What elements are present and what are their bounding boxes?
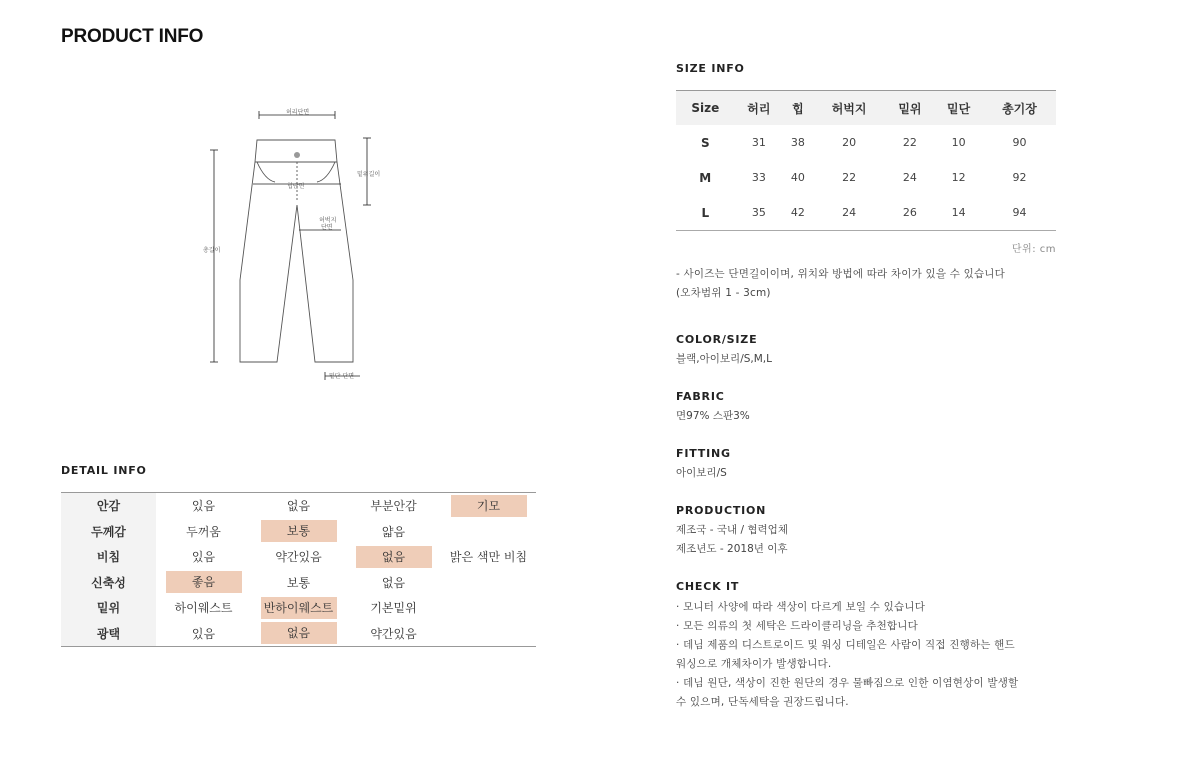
detail-option-text: 있음 — [191, 626, 216, 641]
detail-option-selected — [156, 570, 251, 596]
detail-option — [251, 570, 346, 596]
size-label: M — [699, 170, 712, 185]
size-value: 24 — [842, 206, 857, 219]
detail-option — [346, 570, 441, 596]
detail-info-table — [61, 492, 536, 647]
size-value: 40 — [790, 171, 805, 184]
check-it-line: 워싱으로 개체차이가 발생합니다. — [676, 658, 832, 670]
detail-option — [156, 544, 251, 570]
pants-waistband — [255, 140, 337, 162]
size-row — [676, 160, 1056, 195]
size-label: L — [701, 205, 710, 220]
size-header: 밑단 — [934, 91, 983, 125]
detail-option-selected — [441, 493, 536, 519]
size-value: 90 — [1012, 136, 1027, 149]
detail-option-selected — [346, 544, 441, 570]
detail-option — [441, 570, 536, 596]
detail-row — [61, 570, 536, 596]
size-value: 26 — [902, 206, 917, 219]
size-header: 허리 — [735, 91, 784, 125]
detail-option-selected — [251, 519, 346, 545]
detail-row-label: 안감 — [61, 493, 156, 519]
detail-option — [156, 621, 251, 647]
color-size-value: 블랙,아이보리/S,M,L — [676, 353, 772, 365]
check-it-line: · 모든 의류의 첫 세탁은 드라이클리닝을 추천합니다 — [676, 620, 918, 632]
detail-row — [61, 493, 536, 519]
detail-option-text: 보통 — [286, 575, 311, 590]
detail-row — [61, 519, 536, 545]
detail-option-text: 약간있음 — [275, 550, 322, 565]
color-size-heading: COLOR/SIZE — [676, 333, 758, 346]
size-note-1: - 사이즈는 단면길이이며, 위치와 방법에 따라 차이가 있을 수 있습니다 — [676, 268, 1005, 280]
check-it-line: · 데님 제품의 디스트로이드 및 워싱 디테일은 사람이 직접 진행하는 핸드 — [676, 639, 1015, 651]
detail-option-selected — [251, 621, 346, 647]
detail-option-text: 없음 — [381, 575, 406, 590]
unit-label: 단위: cm — [1011, 244, 1056, 255]
production-line-1: 제조국 - 국내 / 협력업체 — [676, 524, 788, 536]
size-value: 33 — [751, 171, 766, 184]
check-it-heading: CHECK IT — [676, 580, 740, 593]
detail-option — [441, 621, 536, 647]
check-it-line: · 데님 원단, 색상이 진한 원단의 경우 물빠짐으로 인한 이염현상이 발생할 — [676, 677, 1019, 689]
detail-option — [346, 493, 441, 519]
production-line-2: 제조년도 - 2018년 이후 — [676, 543, 788, 555]
size-value: 14 — [951, 206, 966, 219]
detail-option — [441, 544, 536, 570]
detail-option — [156, 493, 251, 519]
size-value: 22 — [902, 136, 917, 149]
size-note-2: (오차범위 1 - 3cm) — [676, 287, 771, 299]
size-info-heading: SIZE INFO — [676, 62, 745, 75]
pants-size-diagram — [195, 100, 395, 390]
label-thigh-2: 단면 — [321, 224, 333, 231]
detail-option-selected — [251, 595, 346, 621]
size-header: Size — [676, 91, 735, 125]
size-table — [676, 90, 1056, 231]
fabric-heading: FABRIC — [676, 390, 725, 403]
fitting-heading: FITTING — [676, 447, 731, 460]
detail-option — [346, 595, 441, 621]
detail-option — [346, 519, 441, 545]
button-icon — [294, 152, 300, 158]
detail-option-text: 있음 — [191, 550, 216, 565]
detail-option — [346, 621, 441, 647]
size-value: 94 — [1012, 206, 1027, 219]
detail-row — [61, 544, 536, 570]
size-header: 밑위 — [886, 91, 935, 125]
size-value: 38 — [790, 136, 805, 149]
detail-option-text: 얇음 — [381, 524, 406, 539]
label-waist: 허리단면 — [286, 109, 310, 116]
detail-row — [61, 621, 536, 647]
detail-option-text: 없음 — [261, 622, 337, 644]
detail-row-label: 비침 — [61, 544, 156, 570]
check-it-list — [676, 598, 1066, 712]
detail-option-text: 좋음 — [166, 571, 242, 593]
detail-option — [251, 493, 346, 519]
detail-option — [441, 595, 536, 621]
detail-option-text: 기모 — [451, 495, 527, 517]
size-label: S — [700, 135, 710, 150]
detail-option-text: 반하이웨스트 — [261, 597, 337, 619]
detail-option-text: 부분안감 — [370, 499, 417, 514]
detail-option-text: 두꺼움 — [186, 524, 221, 539]
size-row — [676, 195, 1056, 230]
detail-option-text: 보통 — [261, 520, 337, 542]
label-rise: 밑위길이 — [357, 171, 381, 178]
check-it-line: 수 있으며, 단독세탁을 권장드립니다. — [676, 696, 849, 708]
fabric-value: 면97% 스판3% — [676, 410, 750, 422]
detail-option-text: 하이웨스트 — [174, 601, 233, 616]
label-hem: 밑단 단면 — [329, 373, 355, 380]
detail-row — [61, 595, 536, 621]
detail-option-text: 기본밑위 — [370, 601, 417, 616]
size-value: 31 — [751, 136, 766, 149]
detail-option-text: 밝은 색만 비침 — [449, 550, 528, 565]
detail-option — [251, 544, 346, 570]
fitting-value: 아이보리/S — [676, 467, 727, 479]
size-value: 42 — [790, 206, 805, 219]
size-value: 20 — [842, 136, 857, 149]
detail-option-text: 있음 — [191, 499, 216, 514]
label-length: 총길이 — [203, 247, 221, 254]
detail-row-label: 두께감 — [61, 519, 156, 545]
detail-option-text: 없음 — [356, 546, 432, 568]
size-header: 총기장 — [983, 91, 1056, 125]
detail-row-label: 광택 — [61, 621, 156, 647]
check-it-line: · 모니터 사양에 따라 색상이 다르게 보일 수 있습니다 — [676, 601, 926, 613]
page-title: PRODUCT INFO — [61, 26, 204, 47]
detail-row-label: 밑위 — [61, 595, 156, 621]
label-thigh-1: 허벅지 — [319, 217, 337, 224]
detail-option-text: 약간있음 — [370, 626, 417, 641]
detail-option — [156, 595, 251, 621]
size-header: 힙 — [783, 91, 812, 125]
pants-outline — [240, 162, 353, 362]
size-value: 12 — [951, 171, 966, 184]
size-row — [676, 125, 1056, 160]
detail-option — [441, 519, 536, 545]
detail-info-heading: DETAIL INFO — [61, 464, 147, 477]
size-value: 22 — [842, 171, 857, 184]
production-heading: PRODUCTION — [676, 504, 767, 517]
size-value: 92 — [1012, 171, 1027, 184]
size-value: 35 — [751, 206, 766, 219]
detail-option-text: 없음 — [286, 499, 311, 514]
size-value: 10 — [951, 136, 966, 149]
detail-row-label: 신축성 — [61, 570, 156, 596]
label-hip: 힙단면 — [287, 183, 305, 190]
detail-option — [156, 519, 251, 545]
size-value: 24 — [902, 171, 917, 184]
size-header: 허벅지 — [813, 91, 886, 125]
